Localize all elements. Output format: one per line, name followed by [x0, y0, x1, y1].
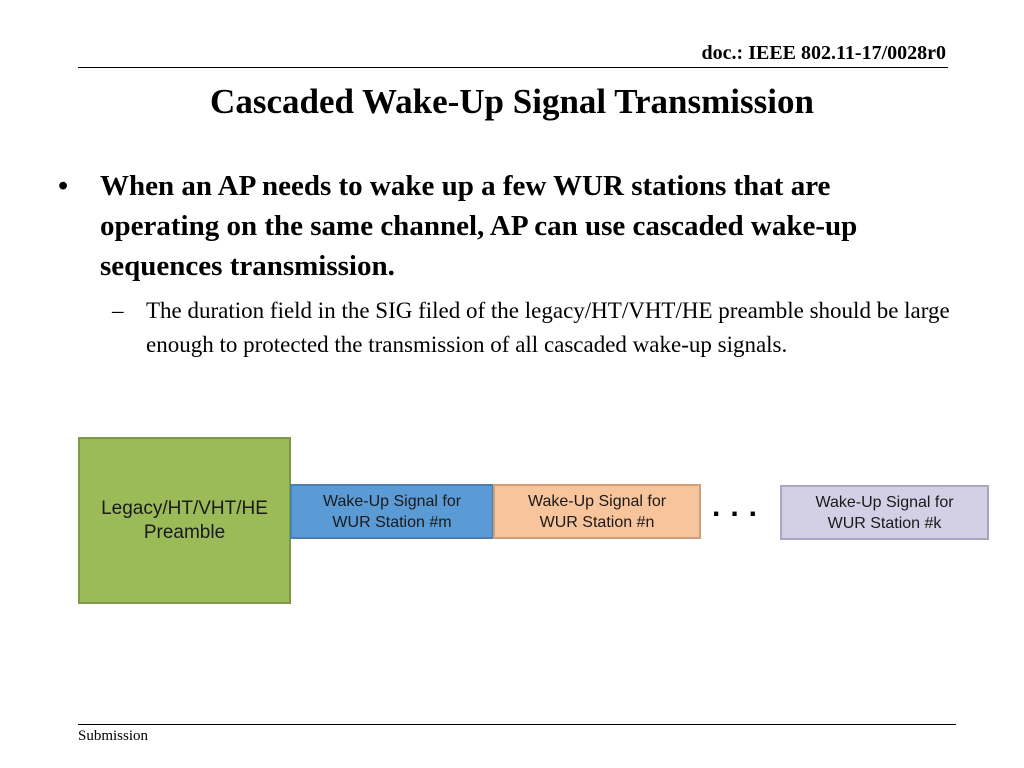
preamble-label: Legacy/HT/VHT/HE Preamble	[101, 497, 268, 543]
wakeup-signal-n-box	[493, 484, 701, 539]
wakeup-signal-k-label: Wake-Up Signal for WUR Station #k	[815, 493, 954, 532]
sub-bullet-marker: –	[112, 298, 124, 323]
main-bullet	[52, 166, 952, 286]
wakeup-signal-n-label: Wake-Up Signal for WUR Station #n	[527, 492, 667, 531]
footer-divider	[78, 724, 956, 725]
bullet-marker: •	[58, 170, 69, 202]
sub-bullet	[112, 294, 972, 362]
wakeup-signal-m-label: Wake-Up Signal for WUR Station #m	[322, 492, 462, 531]
preamble-box	[78, 437, 291, 604]
continuation-ellipsis: ...	[712, 490, 768, 523]
sub-bullet-text: The duration field in the SIG filed of the legacy/HT/VHT/HE preamble should be large enough to protected the transmission of all cascaded wake-up signals.	[146, 298, 950, 357]
slide-title: Cascaded Wake-Up Signal Transmission	[210, 82, 814, 121]
wakeup-signal-m-box	[290, 484, 494, 539]
footer-submission: Submission	[78, 728, 149, 744]
header-divider	[78, 67, 948, 68]
main-bullet-text: When an AP needs to wake up a few WUR stations that are operating on the same channel, AP can use cascaded wake-up sequences transmission.	[100, 170, 858, 282]
wakeup-signal-k-box	[780, 485, 989, 540]
document-id: doc.: IEEE 802.11-17/0028r0	[701, 42, 946, 64]
